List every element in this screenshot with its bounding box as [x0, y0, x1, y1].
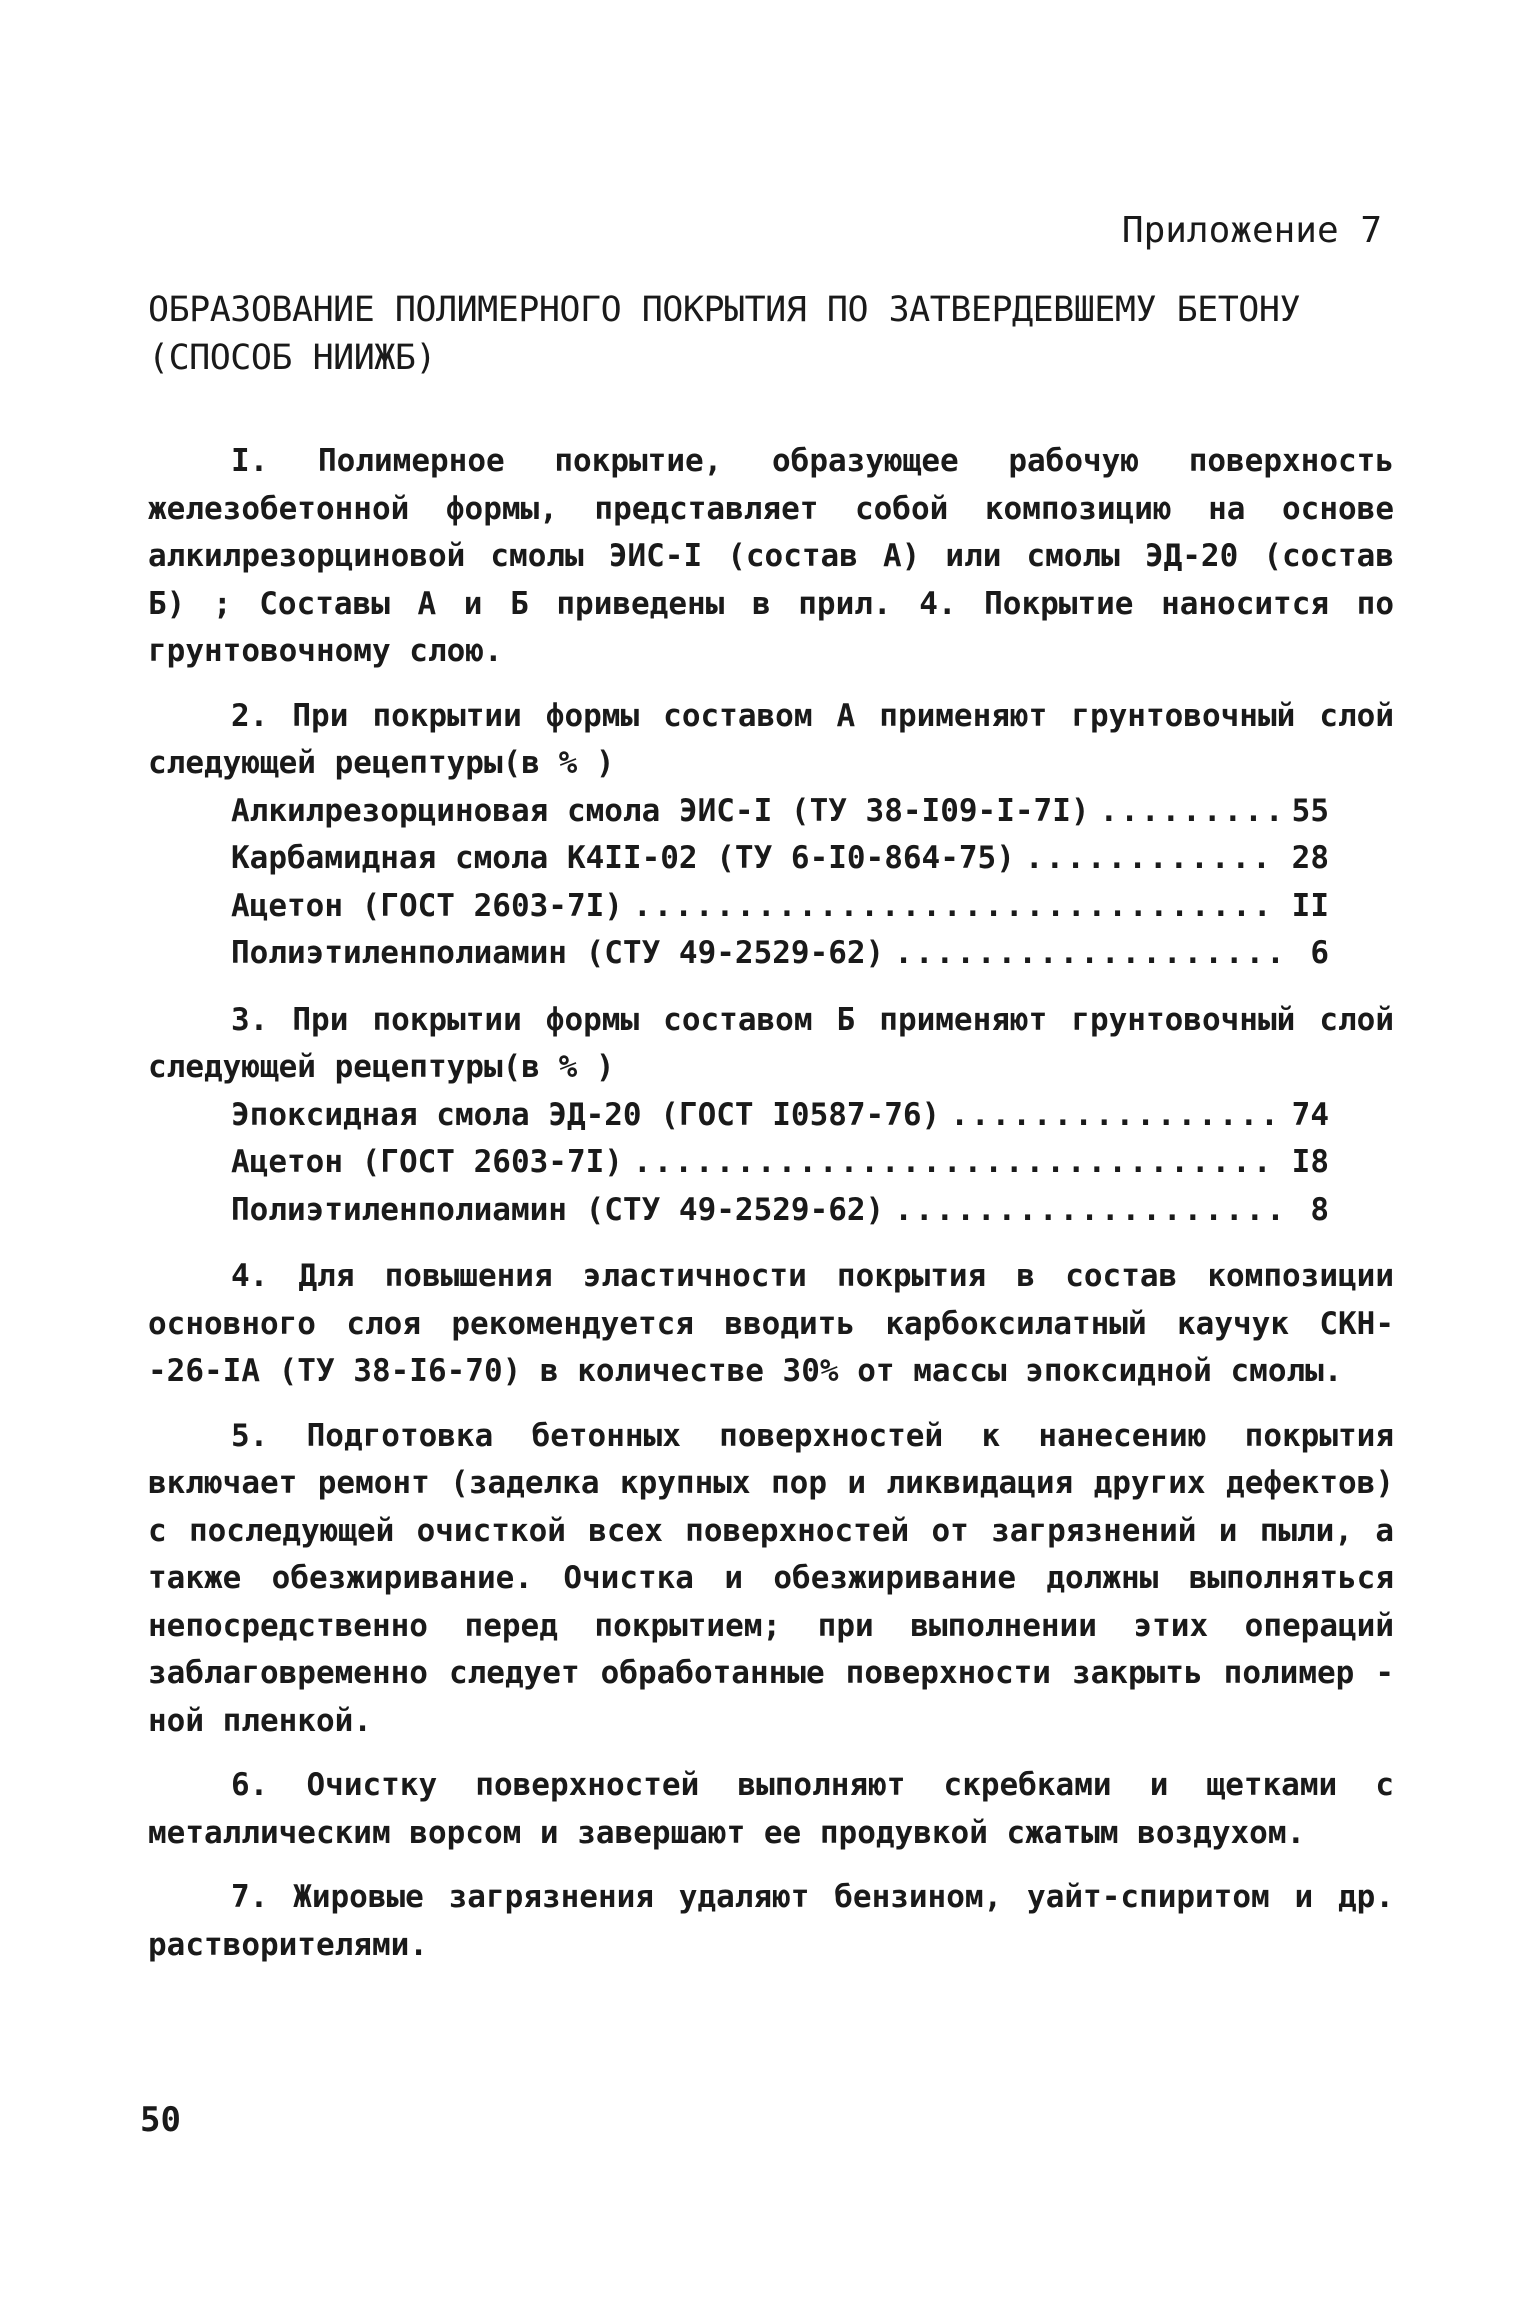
dot-leader	[894, 930, 1279, 978]
recipe-list-b	[231, 1092, 1329, 1235]
paragraph-2: 2. При покрытии формы составом А применяют грунтовочный слой следующей рецептуры(в % )	[148, 697, 1394, 781]
component-name: Алкилрезорциновая смола ЭИС-I (ТУ 38-I09-I-7I)	[231, 792, 1090, 829]
paragraph-5: 5. Подготовка бетонных поверхностей к нанесению покрытия включает ремонт (заделка крупных пор и ликвидация других дефектов) с последующей очисткой всех поверхностей от загрязнений и пыли, а также обезжиривание. Очистка и обезжиривание должны выполняться непосредственно перед покрытием; при выполнении этих операций заблаговременно следует обработанные поверхности закрыть полимер - ной пленкой.	[148, 1417, 1394, 1739]
component-percent: 74	[1291, 1096, 1329, 1133]
page-title	[148, 286, 1388, 382]
component-percent: I8	[1291, 1144, 1329, 1180]
recipe-item	[231, 883, 1329, 931]
recipe-list-a	[231, 788, 1329, 978]
paragraph-3: 3. При покрытии формы составом Б применяют грунтовочный слой следующей рецептуры(в % )	[148, 1001, 1394, 1085]
recipe-item	[231, 1139, 1329, 1187]
page-number: 50	[140, 2100, 181, 2140]
dot-leader	[633, 883, 1279, 931]
component-percent: 28	[1291, 840, 1329, 876]
component-percent: 6	[1310, 935, 1329, 971]
recipe-item	[231, 788, 1329, 836]
dot-leader	[894, 1187, 1279, 1235]
paragraph-1: I. Полимерное покрытие, образующее рабочую поверхность железобетонной формы, представляет собой композицию на основе алкилрезорциновой смолы ЭИС-I (состав А) или смолы ЭД-20 (состав Б) ; Составы А и Б приведены в прил. 4. Покрытие наносится по грунтовочному слою.	[148, 443, 1394, 669]
document-body	[148, 438, 1394, 1986]
component-name: Ацетон (ГОСТ 2603-7I)	[231, 1144, 623, 1180]
recipe-item	[231, 1187, 1329, 1235]
component-percent: 55	[1291, 792, 1329, 829]
component-percent: II	[1291, 887, 1329, 924]
component-name: Карбамидная смола К4II-02 (ТУ 6-I0-864-75)	[231, 840, 1015, 876]
dot-leader	[1025, 835, 1279, 883]
paragraph-7: 7. Жировые загрязнения удаляют бензином, уайт-спиритом и др. растворителями.	[148, 1879, 1394, 1963]
recipe-item	[231, 930, 1329, 978]
dot-leader	[633, 1139, 1279, 1187]
paragraph-4: 4. Для повышения эластичности покрытия в состав композиции основного слоя рекомендуется вводить карбоксилатный каучук СКН--26-IА (ТУ 38-I6-70) в количестве 30% от массы эпоксидной смолы.	[148, 1258, 1394, 1389]
recipe-item	[231, 1092, 1329, 1140]
appendix-label: Приложение 7	[1121, 210, 1382, 251]
component-name: Ацетон (ГОСТ 2603-7I)	[231, 887, 623, 924]
title-line-2: (СПОСОБ НИИЖБ)	[148, 338, 437, 378]
dot-leader	[1100, 788, 1279, 836]
component-name: Эпоксидная смола ЭД-20 (ГОСТ I0587-76)	[231, 1096, 941, 1133]
component-name: Полиэтиленполиамин (СТУ 49-2529-62)	[231, 935, 885, 971]
paragraph-6: 6. Очистку поверхностей выполняют скребками и щетками с металлическим ворсом и завершают ее продувкой сжатым воздухом.	[148, 1767, 1394, 1851]
component-name: Полиэтиленполиамин (СТУ 49-2529-62)	[231, 1191, 885, 1228]
recipe-item	[231, 835, 1329, 883]
component-percent: 8	[1310, 1191, 1329, 1228]
dot-leader	[950, 1092, 1279, 1140]
title-line-1: ОБРАЗОВАНИЕ ПОЛИМЕРНОГО ПОКРЫТИЯ ПО ЗАТВЕРДЕВШЕМУ БЕТОНУ	[148, 290, 1301, 330]
